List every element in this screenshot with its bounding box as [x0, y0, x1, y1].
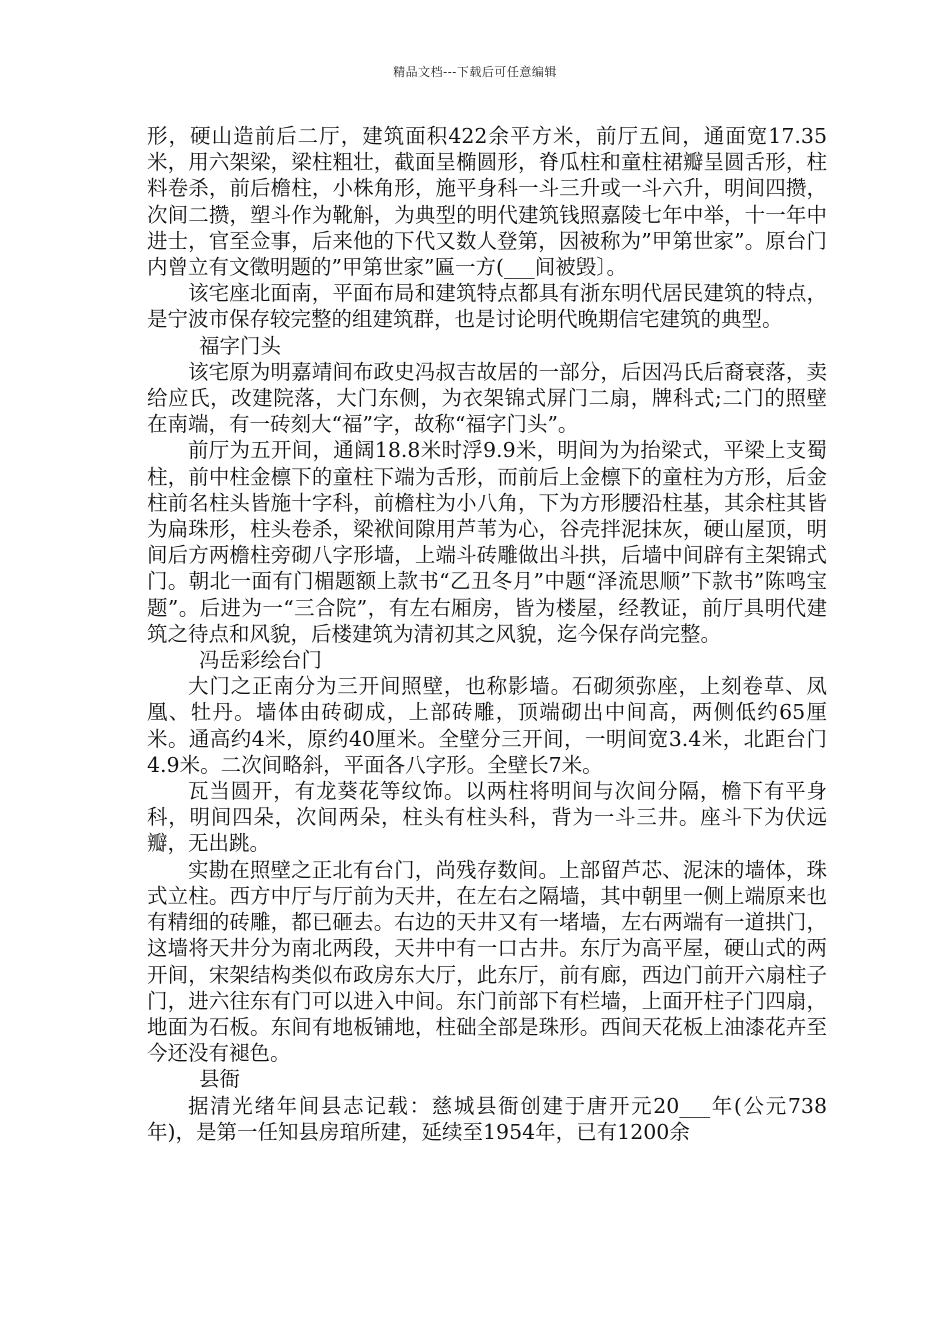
paragraph-county-office-history: 据清光绪年间县志记载：慈城县衙创建于唐开元20___年(公元738年)，是第一任知县房琯所建，延续至1954年，已有1200余: [147, 1093, 827, 1144]
page-header: 精品文档---下载后可任意编辑: [393, 65, 557, 79]
section-heading-fengyue-gate: 冯岳彩绘台门: [199, 648, 322, 673]
section-heading-county-office: 县衙: [199, 1067, 240, 1092]
section-heading-fuzi-gate: 福字门头: [199, 333, 281, 358]
paragraph-fuzi-gate-history: 该宅原为明嘉靖间布政史冯叔吉故居的一部分，后因冯氏后裔衰落，卖给应氏，改建院落，大门东侧，为衣架锦式屏门二扇，牌科式;二门的照壁在南端，有一砖刻大“福”字，故称“福字门头”。: [147, 359, 827, 437]
document-body: [147, 123, 827, 1145]
paragraph-screen-wall: 大门之正南分为三开间照壁，也称影墙。石砌须弥座，上刻卷草、凤凰、牡丹。墙体由砖砌成，上部砖雕，顶端砌出中间高，两侧低约65厘米。通高约4米，原约40厘米。全壁分三开间，一明间宽3.4米，北距台门4.9米。二次间略斜，平面各八字形。全壁长7米。: [147, 674, 827, 777]
paragraph-front-hall: 前厅为五开间，通阔18.8米时浮9.9米，明间为为抬梁式，平梁上支蜀柱，前中柱金檩下的童柱下端为舌形，而前后上金檩下的童柱为方形，后金柱前名柱头皆施十字科，前檐柱为小八角，下为方形腰沿柱基，其余柱其皆为扁珠形，柱头卷杀，梁袱间隙用芦苇为心，谷壳拌泥抹灰，硬山屋顶，明间后方两檐柱旁砌八字形墙，上端斗砖雕做出斗拱，后墙中间辟有主架锦式门。朝北一面有门楣题额上款书“乙丑冬月”中题“泽流思顺”下款书”陈鸣宝题”。后进为一“三合院”，有左右厢房，皆为楼屋，经教证，前厅具明代建筑之待点和风貌，后楼建筑为清初其之风貌，迄今保存尚完整。: [147, 438, 827, 646]
paragraph-eaves-detail: 瓦当圆开，有龙葵花等纹饰。以两柱将明间与次间分隔，檐下有平身科，明间四朵，次间两朵，柱头有柱头科，背为一斗三井。座斗下为伏远瓣，无出跳。: [147, 779, 827, 856]
paragraph-site-survey: 实勘在照壁之正北有台门，尚残存数间。上部留芦芯、泥沫的墙体，珠式立柱。西方中厅与厅前为天井，在左右之隔墙，其中朝里一侧上端原来也有精细的砖雕，都已砸去。右边的天井又有一堵墙，左右两端有一道拱门，这墙将天井分为南北两段，天井中有一口古井。东厅为高平屋，硬山式的两开间，宋架结构类似布政房东大厅，此东厅，前有廊，西边门前开六扇柱子门，进六往东有门可以进入中间。东门前部下有栏墙，上面开柱子门四扇，地面为石板。东间有地板铺地，柱础全部是珠形。西间天花板上油漆花卉至今还没有褪色。: [147, 857, 827, 1066]
paragraph-residence-features: 该宅座北面南，平面布局和建筑特点都具有浙东明代居民建筑的特点，是宁波市保存较完整的组建筑群，也是讨论明代晚期信宅建筑的典型。: [147, 281, 827, 332]
paragraph-building-description: 形，硬山造前后二厅，建筑面积422余平方米，前厅五间，通面宽17.35米，用六架梁，梁柱粗壮，截面呈椭圆形，脊瓜柱和童柱裙瓣呈圆舌形，柱料卷杀，前后檐柱，小株角形，施平身科一斗三升或一斗六升，明间四攒，次间二攒，塑斗作为靴斛，为典型的明代建筑钱照嘉陵七年中举，十一年中进士，官至佥事，后来他的下代又数人登第，因被称为”甲第世家”。原台门内曾立有文徵明题的”甲第世家”匾一方(___间被毁〕。: [147, 124, 827, 280]
